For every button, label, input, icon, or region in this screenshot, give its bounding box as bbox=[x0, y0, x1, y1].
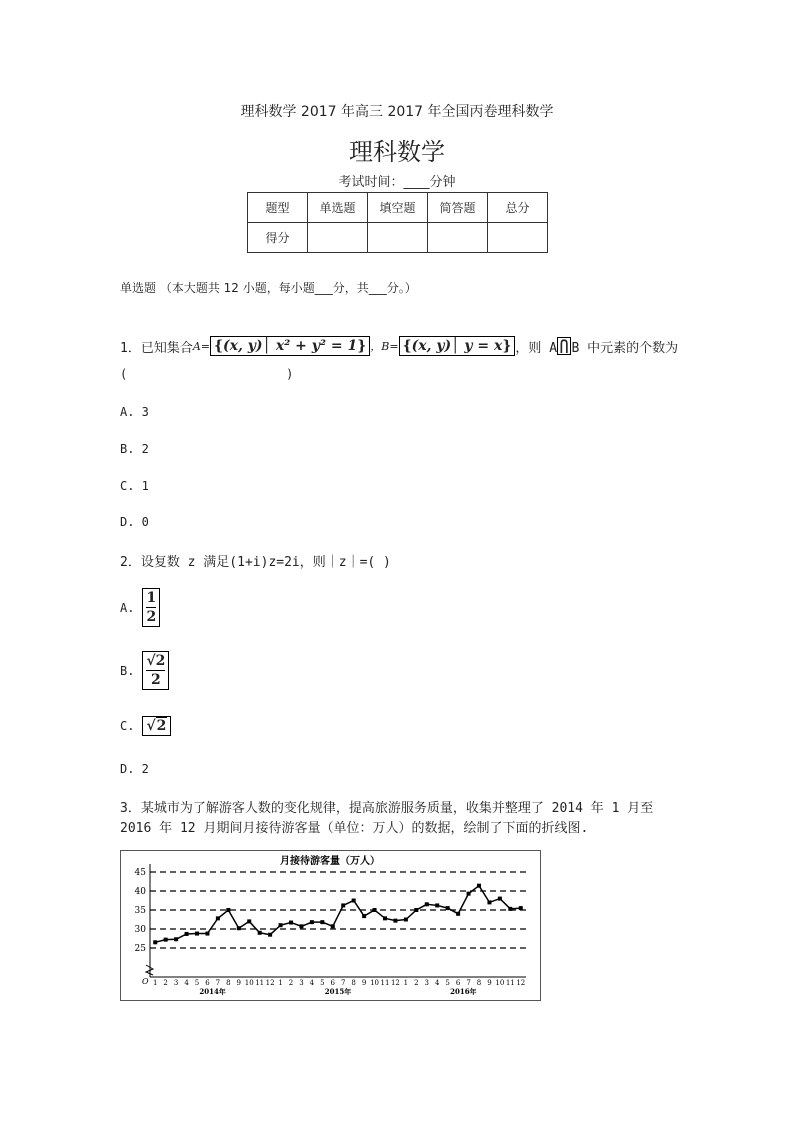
x-tick-label: 5 bbox=[445, 979, 450, 987]
x-tick-label: 3 bbox=[299, 979, 304, 987]
set-b-condition: y = x bbox=[464, 338, 503, 354]
table-row bbox=[248, 223, 548, 253]
data-point bbox=[268, 933, 272, 937]
page-title: 理科数学 bbox=[349, 138, 445, 166]
data-point bbox=[299, 924, 303, 928]
data-point bbox=[446, 906, 450, 910]
year-label: 2014年 bbox=[199, 987, 226, 996]
x-tick-label: 8 bbox=[226, 979, 231, 987]
y-tick-label: 30 bbox=[134, 925, 146, 935]
data-point bbox=[185, 932, 189, 936]
data-point bbox=[383, 916, 387, 920]
x-tick-label: 3 bbox=[424, 979, 430, 987]
set-a-element: (x, y) bbox=[223, 338, 263, 354]
data-point bbox=[487, 900, 491, 904]
set-a-condition: x² + y² = 1 bbox=[275, 338, 358, 354]
year-label: 2016年 bbox=[450, 987, 477, 996]
data-point bbox=[435, 903, 439, 907]
data-point bbox=[289, 921, 293, 925]
data-point bbox=[195, 932, 199, 936]
q1-option-b: B. 2 bbox=[120, 442, 149, 456]
origin-label: O bbox=[142, 977, 149, 986]
data-point bbox=[331, 924, 335, 928]
data-point bbox=[498, 897, 502, 901]
table-cell bbox=[368, 223, 428, 253]
table-cell: 题型 bbox=[248, 193, 308, 223]
data-point bbox=[320, 920, 324, 924]
x-tick-label: 1 bbox=[403, 979, 409, 987]
x-tick-label: 10 bbox=[495, 979, 505, 987]
table-row bbox=[248, 193, 548, 223]
x-tick-label: 11 bbox=[380, 979, 390, 987]
x-tick-label: 7 bbox=[215, 979, 221, 987]
denominator: 2 bbox=[151, 672, 161, 688]
fraction-box bbox=[142, 651, 169, 690]
data-point bbox=[373, 908, 377, 912]
data-point bbox=[205, 932, 209, 936]
set-b-element: (x, y) bbox=[411, 338, 452, 354]
x-tick-label: 1 bbox=[152, 979, 158, 987]
data-point bbox=[247, 919, 251, 923]
numerator: 1 bbox=[146, 590, 157, 606]
q2-option-d: D. 2 bbox=[120, 762, 149, 776]
y-tick-label: 35 bbox=[134, 906, 146, 916]
x-tick-label: 2 bbox=[163, 979, 168, 987]
section-intro: 单选题 （本大题共 12 小题，每小题___分，共___分。） bbox=[120, 281, 417, 295]
q1-a-label: A= bbox=[192, 339, 210, 353]
x-tick-label: 8 bbox=[476, 979, 482, 987]
data-point bbox=[404, 918, 408, 922]
denominator: 2 bbox=[146, 609, 157, 625]
series-line bbox=[155, 886, 521, 943]
table-cell: 填空题 bbox=[368, 193, 428, 223]
chart-title: 月接待游客量（万人） bbox=[280, 856, 380, 867]
data-point bbox=[425, 902, 429, 906]
x-tick-label: 4 bbox=[184, 979, 189, 987]
q2-option-b bbox=[120, 651, 169, 690]
set-a-box: {(x, y)│ x² + y² = 1} bbox=[210, 336, 370, 356]
x-tick-label: 12 bbox=[265, 979, 275, 987]
x-tick-label: 9 bbox=[361, 979, 367, 987]
x-tick-label: 4 bbox=[434, 979, 440, 987]
set-b-box: {(x, y)│ y = x} bbox=[399, 336, 516, 356]
data-point bbox=[279, 923, 283, 927]
table-cell: 总分 bbox=[488, 193, 548, 223]
data-point bbox=[226, 908, 230, 912]
sqrt-box bbox=[142, 716, 171, 736]
data-point bbox=[477, 884, 481, 888]
table-cell: 简答题 bbox=[428, 193, 488, 223]
x-tick-label: 6 bbox=[455, 979, 461, 987]
question-3-line-2: 2016 年 12 月期间月接待游客量（单位：万人）的数据，绘制了下面的折线图. bbox=[120, 821, 589, 836]
q2-c-label: C. bbox=[120, 719, 135, 733]
data-point bbox=[310, 920, 314, 924]
data-point bbox=[258, 931, 262, 935]
x-tick-label: 9 bbox=[487, 979, 492, 987]
x-tick-label: 12 bbox=[390, 979, 400, 987]
q1-option-a: A. 3 bbox=[120, 405, 149, 419]
q2-b-label: B. bbox=[120, 663, 135, 678]
x-tick-label: 7 bbox=[466, 979, 471, 987]
data-point bbox=[341, 903, 345, 907]
question-1 bbox=[120, 336, 678, 356]
x-tick-label: 6 bbox=[330, 979, 336, 987]
table-cell: 单选题 bbox=[308, 193, 368, 223]
data-point bbox=[237, 926, 241, 930]
x-tick-label: 10 bbox=[370, 979, 380, 987]
table-cell bbox=[308, 223, 368, 253]
radicand: 2 bbox=[156, 718, 167, 734]
table-cell bbox=[428, 223, 488, 253]
axis-break-icon bbox=[146, 965, 153, 975]
question-3-line-1: 3．某城市为了解游客人数的变化规律，提高旅游服务质量，收集并整理了 2014 年 1 月至 bbox=[120, 801, 654, 816]
numerator: √2 bbox=[146, 653, 166, 669]
fraction-box bbox=[142, 588, 160, 627]
q2-option-c bbox=[120, 716, 171, 736]
exam-subtitle: 理科数学 2017 年高三 2017 年全国丙卷理科数学 bbox=[240, 104, 554, 120]
data-point bbox=[362, 914, 366, 918]
q1-paren: ( ) bbox=[120, 367, 294, 381]
data-point bbox=[393, 919, 397, 923]
x-tick-label: 11 bbox=[505, 979, 515, 987]
table-cell: 得分 bbox=[248, 223, 308, 253]
data-point bbox=[174, 937, 178, 941]
data-point bbox=[216, 916, 220, 920]
year-label: 2015年 bbox=[324, 987, 352, 996]
question-2: 2．设复数 z 满足(1+i)z=2i，则｜z｜=( ) bbox=[120, 555, 391, 570]
x-tick-label: 10 bbox=[244, 979, 254, 987]
intersection-box: ⋂ bbox=[557, 337, 571, 355]
data-point bbox=[414, 908, 418, 912]
x-tick-label: 3 bbox=[173, 979, 179, 987]
data-point bbox=[508, 907, 512, 911]
data-point bbox=[164, 938, 168, 942]
x-tick-label: 2 bbox=[414, 979, 419, 987]
score-table bbox=[247, 192, 548, 253]
x-tick-label: 2 bbox=[288, 979, 294, 987]
q1-number: 1．已知集合 bbox=[120, 340, 193, 356]
line-chart bbox=[121, 851, 540, 1000]
x-tick-label: 1 bbox=[278, 979, 283, 987]
x-tick-label: 9 bbox=[236, 979, 242, 987]
y-tick-label: 40 bbox=[134, 887, 146, 897]
q2-a-label: A. bbox=[120, 600, 135, 615]
x-tick-label: 5 bbox=[194, 979, 200, 987]
data-point bbox=[153, 940, 157, 944]
y-tick-label: 45 bbox=[134, 868, 146, 878]
q1-b-label: ，B= bbox=[370, 340, 399, 353]
data-point bbox=[456, 912, 460, 916]
data-point bbox=[467, 892, 471, 896]
data-point bbox=[352, 899, 356, 903]
x-tick-label: 8 bbox=[351, 979, 356, 987]
q1-option-c: C. 1 bbox=[120, 479, 149, 493]
y-tick-label: 25 bbox=[134, 944, 146, 954]
data-point bbox=[519, 906, 523, 910]
q1-then: ，则 A bbox=[515, 340, 558, 356]
x-tick-label: 11 bbox=[255, 979, 265, 987]
x-tick-label: 4 bbox=[309, 979, 315, 987]
chart-frame bbox=[120, 850, 541, 1001]
sqrt-sign: √ bbox=[146, 718, 156, 734]
x-tick-label: 7 bbox=[340, 979, 346, 987]
x-tick-label: 5 bbox=[320, 979, 325, 987]
q1-tail: B 中元素的个数为 bbox=[571, 340, 679, 356]
q1-option-d: D. 0 bbox=[120, 515, 149, 529]
exam-time: 考试时间：____分钟 bbox=[338, 175, 456, 190]
x-tick-label: 6 bbox=[205, 979, 210, 987]
table-cell bbox=[488, 223, 548, 253]
q2-option-a bbox=[120, 588, 160, 627]
x-tick-label: 12 bbox=[516, 979, 526, 987]
